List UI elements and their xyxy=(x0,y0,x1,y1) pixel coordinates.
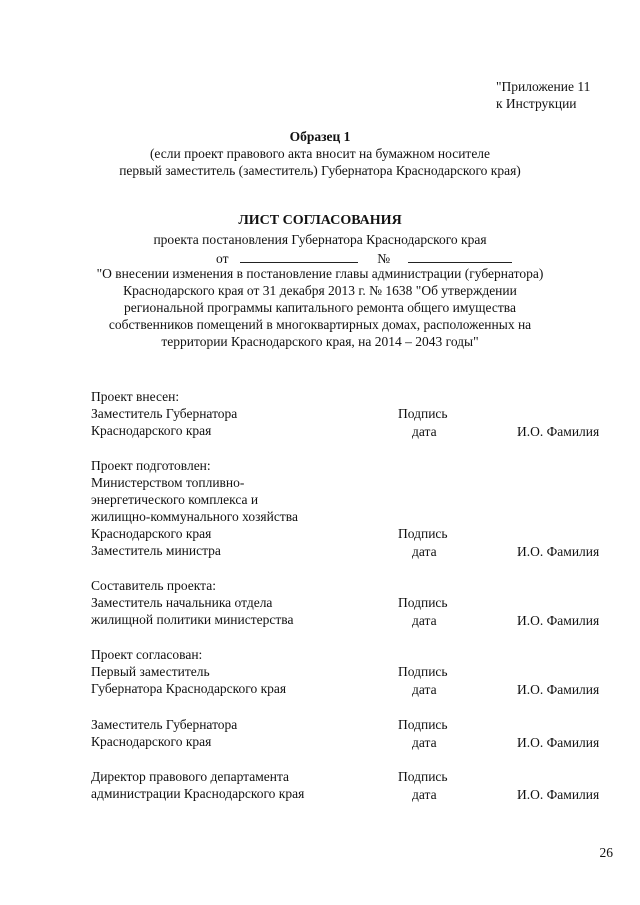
position-line: Краснодарского края xyxy=(91,734,212,749)
act-title-line: территории Краснодарского края, на 2014 – 2043 годы" xyxy=(161,334,479,349)
signature-label: Подпись xyxy=(398,406,448,421)
position-line: Заместитель начальника отдела xyxy=(91,595,273,610)
position-line: Первый заместитель xyxy=(91,664,210,679)
date-label: дата xyxy=(412,613,437,628)
block-heading: Проект внесен: xyxy=(91,389,180,404)
date-label: дата xyxy=(412,787,437,802)
position-line: администрации Краснодарского края xyxy=(91,786,305,801)
position-line: Заместитель министра xyxy=(91,543,221,558)
block-heading: Составитель проекта: xyxy=(91,578,216,593)
name-placeholder: И.О. Фамилия xyxy=(517,544,600,559)
appendix-reference xyxy=(496,78,590,112)
block-compiler xyxy=(91,577,293,628)
position-line: жилищной политики министерства xyxy=(91,612,294,627)
sample-note-line: (если проект правового акта вносит на бумажном носителе xyxy=(149,146,491,161)
block-heading: Проект согласован: xyxy=(91,647,203,662)
project-type: проекта постановления Губернатора Краснодарского края xyxy=(153,232,487,247)
date-prefix: от xyxy=(216,251,229,266)
name-placeholder: И.О. Фамилия xyxy=(517,424,600,439)
signature-label: Подпись xyxy=(398,595,448,610)
act-title-line: региональной программы капитального ремонта общего имущества xyxy=(124,300,516,315)
position-line: жилищно-коммунального хозяйства xyxy=(91,509,298,524)
signature-label: Подпись xyxy=(398,717,448,732)
act-title xyxy=(0,265,640,350)
date-label: дата xyxy=(412,544,437,559)
block-heading: Проект подготовлен: xyxy=(91,458,211,473)
position-line: Краснодарского края xyxy=(91,526,212,541)
sheet-title: ЛИСТ СОГЛАСОВАНИЯ xyxy=(238,213,402,228)
sample-title: Образец 1 xyxy=(289,129,351,144)
name-placeholder: И.О. Фамилия xyxy=(517,682,600,697)
block-legal xyxy=(91,768,304,802)
block-agreed xyxy=(91,646,286,697)
block-prepared xyxy=(91,457,298,559)
date-label: дата xyxy=(412,682,437,697)
act-title-line: "О внесении изменения в постановление главы администрации (губернатора) xyxy=(96,266,544,281)
position-line: энергетического комплекса и xyxy=(91,492,259,507)
position-line: Директор правового департамента xyxy=(91,769,290,784)
block-deputy xyxy=(91,716,237,750)
position-line: Заместитель Губернатора xyxy=(91,717,238,732)
number-blank xyxy=(408,250,512,263)
name-placeholder: И.О. Фамилия xyxy=(517,787,600,802)
signature-label: Подпись xyxy=(398,769,448,784)
appendix-line: к Инструкции xyxy=(496,96,577,111)
sample-note-line: первый заместитель (заместитель) Губернатора Краснодарского края) xyxy=(119,163,521,178)
position-line: Заместитель Губернатора xyxy=(91,406,238,421)
act-title-line: Краснодарского края от 31 декабря 2013 г. № 1638 "Об утверждении xyxy=(123,283,517,298)
position-line: Губернатора Краснодарского края xyxy=(91,681,287,696)
sample-note xyxy=(0,145,640,179)
date-blank xyxy=(240,250,358,263)
date-label: дата xyxy=(412,424,437,439)
date-label: дата xyxy=(412,735,437,750)
position-line: Министерством топливно- xyxy=(91,475,245,490)
name-placeholder: И.О. Фамилия xyxy=(517,613,600,628)
block-submitted xyxy=(91,388,237,439)
page-number: 26 xyxy=(599,845,613,860)
signature-label: Подпись xyxy=(398,526,448,541)
number-sign: № xyxy=(377,251,391,266)
position-line: Краснодарского края xyxy=(91,423,212,438)
act-title-line: собственников помещений в многоквартирных домах, расположенных на xyxy=(108,317,532,332)
name-placeholder: И.О. Фамилия xyxy=(517,735,600,750)
appendix-line: "Приложение 11 xyxy=(496,79,591,94)
signature-label: Подпись xyxy=(398,664,448,679)
